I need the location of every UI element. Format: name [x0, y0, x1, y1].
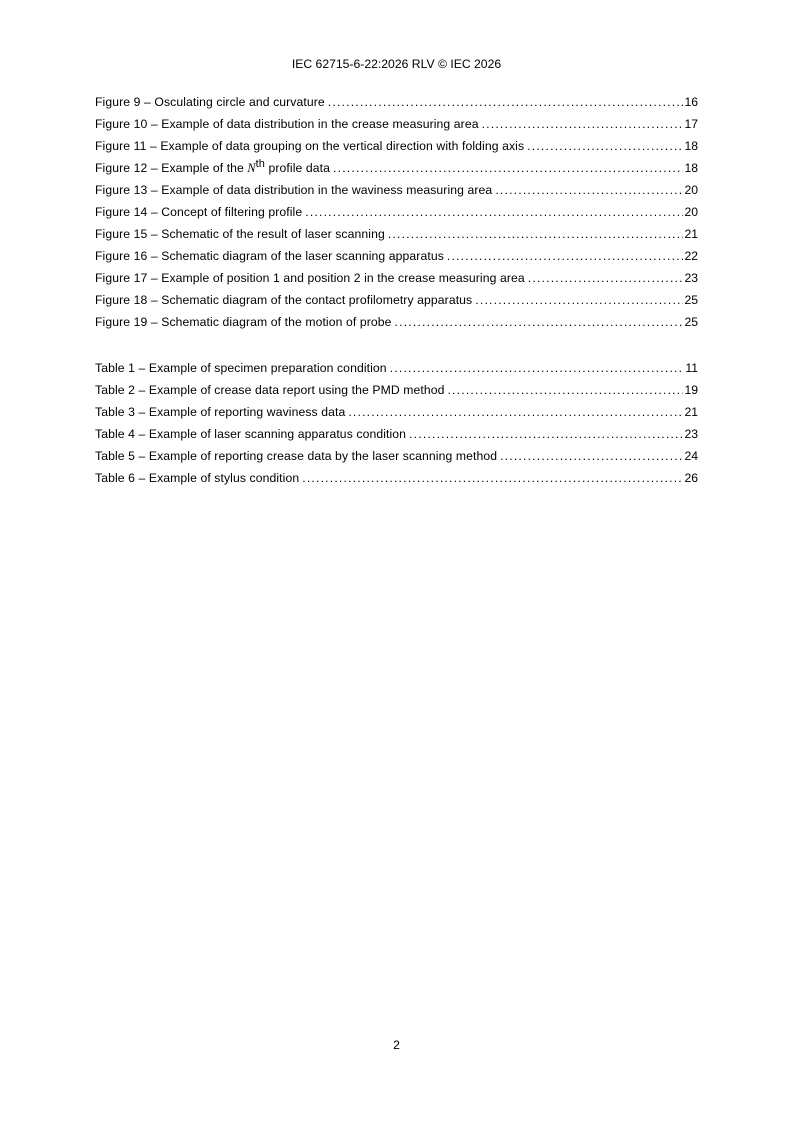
toc-entry-page: 25 — [684, 293, 698, 307]
toc-entry-label: Table 2 – Example of crease data report using the PMD method — [95, 383, 445, 397]
toc-entry-label: Figure 18 – Schematic diagram of the contact profilometry apparatus — [95, 293, 473, 307]
toc-entry-figure-19[interactable] — [95, 315, 698, 337]
dot-leader — [447, 249, 684, 263]
page-header: IEC 62715-6-22:2026 RLV © IEC 2026 — [291, 57, 502, 71]
dot-leader — [333, 161, 683, 175]
toc-entry-table-5[interactable] — [95, 449, 698, 471]
toc-entry-label: Table 4 – Example of laser scanning apparatus condition — [95, 427, 407, 441]
toc-entry-label: Figure 11 – Example of data grouping on the vertical direction with folding axis — [95, 139, 525, 153]
toc-entry-figure-16[interactable] — [95, 249, 698, 271]
toc-entry-label: Figure 14 – Concept of filtering profile — [95, 205, 303, 219]
toc-entry-page: 11 — [685, 361, 698, 375]
toc-entry-figure-10[interactable] — [95, 117, 698, 139]
dot-leader — [395, 315, 684, 329]
toc-entry-table-3[interactable] — [95, 405, 698, 427]
toc-entry-page: 18 — [684, 139, 698, 153]
toc-entry-label: Figure 19 – Schematic diagram of the motion of probe — [95, 315, 392, 329]
toc-entry-table-6[interactable] — [95, 471, 698, 493]
dot-leader — [527, 139, 683, 153]
toc-entry-figure-18[interactable] — [95, 293, 698, 315]
toc-entry-figure-14[interactable] — [95, 205, 698, 227]
list-of-figures — [95, 95, 698, 337]
variable-n: N — [247, 161, 256, 175]
toc-entry-label: Table 1 – Example of specimen preparation condition — [95, 361, 387, 375]
toc-entry-label: Figure 9 – Osculating circle and curvature — [95, 95, 325, 109]
toc-entry-page: 17 — [684, 117, 698, 131]
toc-entry-page: 18 — [684, 161, 698, 175]
toc-entry-page: 21 — [684, 405, 698, 419]
dot-leader — [500, 449, 683, 463]
dot-leader — [305, 205, 683, 219]
toc-entry-page: 25 — [684, 315, 698, 329]
superscript-th: th — [255, 158, 266, 170]
dot-leader — [328, 95, 684, 109]
dot-leader — [482, 117, 684, 131]
toc-entry-table-4[interactable] — [95, 427, 698, 449]
toc-entry-label-end: profile data — [265, 161, 331, 175]
toc-entry-label — [95, 158, 331, 175]
toc-entry-label: Table 5 – Example of reporting crease data by the laser scanning method — [95, 449, 498, 463]
toc-entry-figure-17[interactable] — [95, 271, 698, 293]
toc-entry-label: Table 3 – Example of reporting waviness data — [95, 405, 346, 419]
toc-entry-page: 24 — [684, 449, 698, 463]
toc-entry-page: 23 — [684, 427, 698, 441]
toc-entry-page: 20 — [684, 205, 698, 219]
toc-entry-page: 26 — [684, 471, 698, 485]
toc-entry-page: 19 — [684, 383, 698, 397]
toc-entry-table-1[interactable] — [95, 361, 698, 383]
toc-entry-figure-9[interactable] — [95, 95, 698, 117]
toc-entry-label: Figure 16 – Schematic diagram of the laser scanning apparatus — [95, 249, 444, 263]
toc-entry-label: Figure 13 – Example of data distribution in the waviness measuring area — [95, 183, 493, 197]
toc-entry-label: Figure 10 – Example of data distribution in the crease measuring area — [95, 117, 479, 131]
dot-leader — [475, 293, 683, 307]
toc-entry-label: Table 6 – Example of stylus condition — [95, 471, 300, 485]
page-number: 2 — [393, 1038, 400, 1052]
dot-leader — [390, 361, 685, 375]
toc-entry-page: 23 — [684, 271, 698, 285]
toc-entry-page: 16 — [684, 95, 698, 109]
toc-entry-table-2[interactable] — [95, 383, 698, 405]
dot-leader — [388, 227, 684, 241]
toc-entry-figure-12[interactable] — [95, 158, 698, 183]
toc-entry-label: Figure 15 – Schematic of the result of laser scanning — [95, 227, 385, 241]
toc-entry-label: Figure 17 – Example of position 1 and position 2 in the crease measuring area — [95, 271, 525, 285]
dot-leader — [302, 471, 683, 485]
toc-entry-figure-11[interactable] — [95, 139, 698, 161]
dot-leader — [409, 427, 683, 441]
list-of-tables — [95, 361, 698, 493]
toc-entry-figure-15[interactable] — [95, 227, 698, 249]
dot-leader — [348, 405, 683, 419]
dot-leader — [447, 383, 683, 397]
toc-entry-label-start: Figure 12 – Example of the — [95, 161, 248, 175]
toc-entry-page: 20 — [684, 183, 698, 197]
toc-entry-page: 22 — [684, 249, 698, 263]
toc-entry-figure-13[interactable] — [95, 183, 698, 205]
toc-entry-page: 21 — [684, 227, 698, 241]
dot-leader — [528, 271, 684, 285]
dot-leader — [495, 183, 683, 197]
